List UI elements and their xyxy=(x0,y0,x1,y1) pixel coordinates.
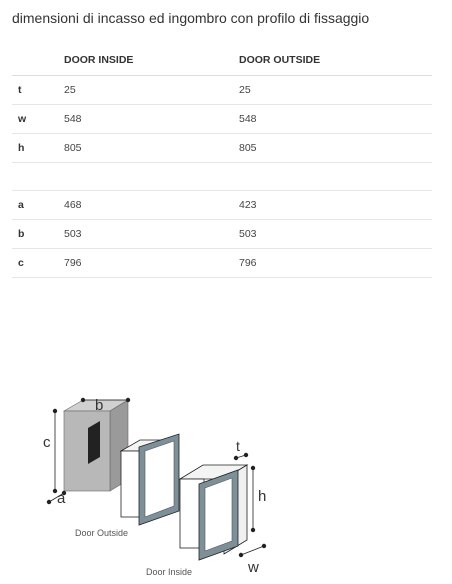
dimensions-table xyxy=(12,44,432,278)
value-door-outside: 796 xyxy=(239,249,432,278)
value-door-inside xyxy=(64,163,239,191)
row-label: c xyxy=(12,249,64,278)
value-door-inside: 548 xyxy=(64,105,239,134)
row-label: h xyxy=(12,134,64,163)
table-row-blank xyxy=(12,163,432,191)
dimension-label-t: t xyxy=(236,438,240,454)
caption-door-inside: Door Inside xyxy=(146,567,193,577)
value-door-outside: 805 xyxy=(239,134,432,163)
table-row xyxy=(12,76,432,105)
table-header-row xyxy=(12,44,432,76)
table-row xyxy=(12,105,432,134)
value-door-inside: 25 xyxy=(64,76,239,105)
door-outside-panel xyxy=(145,441,174,517)
value-door-outside: 25 xyxy=(239,76,432,105)
value-door-outside: 548 xyxy=(239,105,432,134)
door-outside-unit xyxy=(121,434,179,525)
dimension-label-w: w xyxy=(248,559,259,576)
value-door-inside: 503 xyxy=(64,220,239,249)
value-door-outside: 423 xyxy=(239,191,432,220)
dimension-label-c: c xyxy=(43,434,51,451)
value-door-inside: 805 xyxy=(64,134,239,163)
value-door-inside: 796 xyxy=(64,249,239,278)
row-label: w xyxy=(12,105,64,134)
table-row xyxy=(12,249,432,278)
value-door-outside xyxy=(239,163,432,191)
value-door-inside: 468 xyxy=(64,191,239,220)
dimension-label-b: b xyxy=(95,397,104,414)
door-outside-body xyxy=(121,451,141,517)
dimension-label-h: h xyxy=(258,488,267,505)
table-row xyxy=(12,134,432,163)
door-inside-unit xyxy=(180,465,247,560)
row-label: t xyxy=(12,76,64,105)
value-door-outside: 503 xyxy=(239,220,432,249)
row-label: a xyxy=(12,191,64,220)
page-title: dimensioni di incasso ed ingombro con profilo di fissaggio xyxy=(12,10,370,26)
caption-door-outside: Door Outside xyxy=(75,528,129,538)
niche-front xyxy=(64,411,110,491)
door-inside-panel xyxy=(205,478,232,551)
header-door-outside: DOOR OUTSIDE xyxy=(239,44,432,76)
niche-opening xyxy=(88,421,100,464)
installation-diagram xyxy=(0,380,452,584)
header-door-inside: DOOR INSIDE xyxy=(64,44,239,76)
row-label: b xyxy=(12,220,64,249)
dimension-label-a: a xyxy=(57,490,66,507)
table-row xyxy=(12,220,432,249)
table-row xyxy=(12,191,432,220)
header-empty xyxy=(12,44,64,76)
row-label xyxy=(12,163,64,191)
